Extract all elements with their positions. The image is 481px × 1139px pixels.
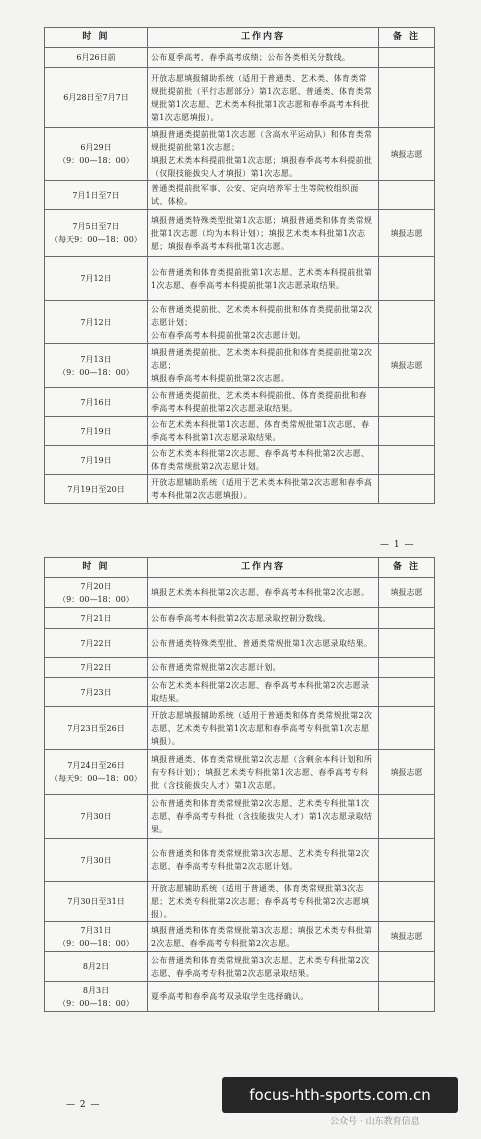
table-row [45, 181, 435, 210]
table-row [45, 344, 435, 388]
header-work: 工作内容 [148, 558, 379, 578]
table-header-row [45, 28, 435, 48]
note-cell [379, 882, 435, 922]
note-cell [379, 48, 435, 68]
note-cell [379, 678, 435, 707]
note-cell [379, 446, 435, 475]
watermark-banner: focus-hth-sports.com.cn [222, 1077, 458, 1113]
table-header-row [45, 558, 435, 578]
header-note: 备 注 [379, 28, 435, 48]
time-cell: 8月3日 （9：00—18：00） [45, 982, 148, 1012]
note-cell: 填报志愿 [379, 210, 435, 257]
note-cell: 填报志愿 [379, 128, 435, 181]
schedule-table-page-2 [44, 557, 435, 1012]
work-cell: 公布春季高考本科批第2次志愿录取控制分数线。 [148, 608, 379, 629]
table-row [45, 48, 435, 68]
note-cell [379, 181, 435, 210]
note-cell [379, 388, 435, 417]
note-cell [379, 629, 435, 658]
header-time: 时 间 [45, 28, 148, 48]
note-cell [379, 658, 435, 678]
time-cell: 7月19日 [45, 417, 148, 446]
time-cell: 7月20日 （9：00—18：00） [45, 578, 148, 608]
table-row [45, 257, 435, 301]
note-cell: 填报志愿 [379, 922, 435, 952]
header-time: 时 间 [45, 558, 148, 578]
work-cell: 开放志愿辅助系统（适用于普通类、体育类常规批第3次志愿；艺术类专科批第2次志愿；春季高考专科批第2次志愿填报）。 [148, 882, 379, 922]
time-cell: 7月30日 [45, 839, 148, 882]
time-cell: 7月23日至26日 [45, 707, 148, 750]
note-cell: 填报志愿 [379, 750, 435, 795]
time-cell: 7月22日 [45, 658, 148, 678]
table-row [45, 578, 435, 608]
time-cell: 7月22日 [45, 629, 148, 658]
time-cell: 6月26日前 [45, 48, 148, 68]
wechat-caption: 公众号 · 山东教育信息 [330, 1117, 420, 1127]
work-cell: 公布普通类常规批第2次志愿计划。 [148, 658, 379, 678]
time-cell: 7月31日 （9：00—18：00） [45, 922, 148, 952]
work-cell: 填报普通类提前批、艺术类本科提前批和体育类提前批第2次志愿； 填报春季高考本科提前批第2次志愿。 [148, 344, 379, 388]
work-cell: 夏季高考和春季高考双录取学生选择确认。 [148, 982, 379, 1012]
note-cell [379, 707, 435, 750]
table-row [45, 982, 435, 1012]
work-cell: 公布普通类和体育类常规批第3次志愿、艺术类专科批第2次志愿、春季高考专科批第2次志愿计划。 [148, 839, 379, 882]
work-cell: 公布艺术类本科批第2次志愿、春季高考本科批第2次志愿、体育类常规批第2次志愿计划。 [148, 446, 379, 475]
note-cell [379, 952, 435, 982]
table-row [45, 750, 435, 795]
work-cell: 公布艺术类本科批第1次志愿、体育类常规批第1次志愿、春季高考本科批第1次志愿录取结果。 [148, 417, 379, 446]
work-cell: 开放志愿填报辅助系统（适用于普通类和体育类常规批第2次志愿、艺术类专科批第1次志愿和春季高考专科批第1次志愿填报）。 [148, 707, 379, 750]
note-cell [379, 475, 435, 504]
time-cell: 7月21日 [45, 608, 148, 629]
table-row [45, 922, 435, 952]
table-row [45, 446, 435, 475]
time-cell: 7月30日 [45, 795, 148, 839]
time-cell: 8月2日 [45, 952, 148, 982]
time-cell: 7月5日至7日 （每天9：00—18：00） [45, 210, 148, 257]
header-work: 工作内容 [148, 28, 379, 48]
time-cell: 6月28日至7月7日 [45, 68, 148, 128]
schedule-table-page-1 [44, 27, 435, 504]
note-cell [379, 839, 435, 882]
time-cell: 7月19日至20日 [45, 475, 148, 504]
time-cell: 7月1日至7日 [45, 181, 148, 210]
note-cell [379, 257, 435, 301]
time-cell: 7月13日 （9：00—18：00） [45, 344, 148, 388]
work-cell: 填报普通类特殊类型批第1次志愿；填报普通类和体育类常规批第1次志愿（均为本科计划）；填报艺术类本科批第1次志愿；填报春季高考本科批第1次志愿。 [148, 210, 379, 257]
time-cell: 7月30日至31日 [45, 882, 148, 922]
table-row [45, 301, 435, 344]
table-row [45, 128, 435, 181]
table-row [45, 475, 435, 504]
table-row [45, 629, 435, 658]
table-row [45, 707, 435, 750]
table-row [45, 882, 435, 922]
table-row [45, 952, 435, 982]
work-cell: 公布普通类和体育类常规批第2次志愿、艺术类专科批第1次志愿、春季高考专科批（含技能拔尖人才）第1次志愿录取结果。 [148, 795, 379, 839]
note-cell [379, 608, 435, 629]
table-row [45, 658, 435, 678]
page-number-2: — 2 — [66, 1100, 101, 1110]
work-cell: 填报普通类、体育类常规批第2次志愿（含剩余本科计划和所有专科计划）；填报艺术类专科批第1次志愿、春季高考专科批（含技能拔尖人才）第1次志愿。 [148, 750, 379, 795]
note-cell: 填报志愿 [379, 344, 435, 388]
work-cell: 公布普通类和体育类提前批第1次志愿、艺术类本科提前批第1次志愿、春季高考本科提前批第1次志愿录取结果。 [148, 257, 379, 301]
work-cell: 公布普通类提前批、艺术类本科提前批、体育类提前批和春季高考本科提前批第2次志愿录取结果。 [148, 388, 379, 417]
note-cell [379, 795, 435, 839]
table-row [45, 68, 435, 128]
time-cell: 7月24日至26日 （每天9：00—18：00） [45, 750, 148, 795]
table-row [45, 210, 435, 257]
time-cell: 7月12日 [45, 257, 148, 301]
time-cell: 6月29日 （9：00—18：00） [45, 128, 148, 181]
table-row [45, 388, 435, 417]
work-cell: 开放志愿辅助系统（适用于艺术类本科批第2次志愿和春季高考本科批第2次志愿填报）。 [148, 475, 379, 504]
work-cell: 普通类提前批军事、公安、定向培养军士生等院校组织面试、体检。 [148, 181, 379, 210]
note-cell [379, 68, 435, 128]
table-row [45, 608, 435, 629]
time-cell: 7月19日 [45, 446, 148, 475]
work-cell: 填报艺术类本科批第2次志愿、春季高考本科批第2次志愿。 [148, 578, 379, 608]
work-cell: 填报普通类提前批第1次志愿（含高水平运动队）和体育类常规批提前批第1次志愿； 填报艺术类本科提前批第1次志愿；填报春季高考本科提前批（仅限技能拔尖人才填报）第1次志愿。 [148, 128, 379, 181]
time-cell: 7月12日 [45, 301, 148, 344]
work-cell: 公布艺术类本科批第2次志愿、春季高考本科批第2次志愿录取结果。 [148, 678, 379, 707]
time-cell: 7月23日 [45, 678, 148, 707]
work-cell: 公布普通类特殊类型批、普通类常规批第1次志愿录取结果。 [148, 629, 379, 658]
table-row [45, 839, 435, 882]
note-cell [379, 301, 435, 344]
time-cell: 7月16日 [45, 388, 148, 417]
work-cell: 公布夏季高考、春季高考成绩；公布各类相关分数线。 [148, 48, 379, 68]
work-cell: 公布普通类提前批、艺术类本科提前批和体育类提前批第2次志愿计划； 公布春季高考本科提前批第2次志愿计划。 [148, 301, 379, 344]
work-cell: 填报普通类和体育类常规批第3次志愿；填报艺术类专科批第2次志愿、春季高考专科批第2次志愿。 [148, 922, 379, 952]
work-cell: 公布普通类和体育类常规批第3次志愿、艺术类专科批第2次志愿、春季高考专科批第2次志愿录取结果。 [148, 952, 379, 982]
table-row [45, 678, 435, 707]
note-cell: 填报志愿 [379, 578, 435, 608]
table-row [45, 417, 435, 446]
note-cell [379, 417, 435, 446]
header-note: 备 注 [379, 558, 435, 578]
work-cell: 开放志愿填报辅助系统（适用于普通类、艺术类、体育类常规批提前批（平行志愿部分）第1次志愿、普通类、体育类常规批第1次志愿、艺术类本科批第1次志愿和春季高考本科批第1次志愿填报）。 [148, 68, 379, 128]
table-row [45, 795, 435, 839]
note-cell [379, 982, 435, 1012]
page-number-1: — 1 — [380, 540, 415, 550]
